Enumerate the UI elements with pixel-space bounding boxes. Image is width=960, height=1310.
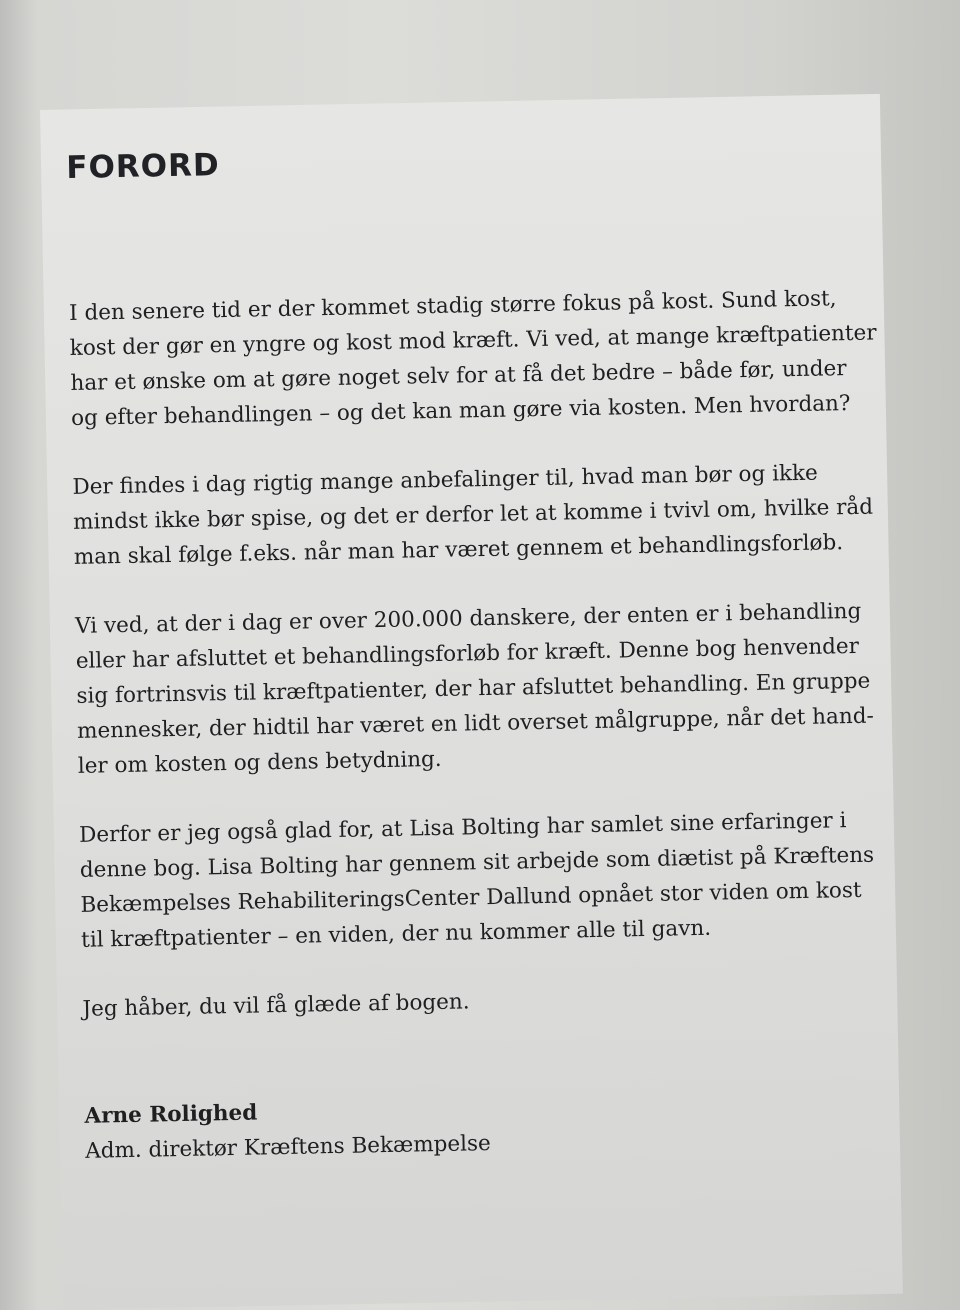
signature-role: Adm. direktør Kræftens Bekæmpelse xyxy=(84,1131,491,1164)
signature-name: Arne Rolighed xyxy=(84,1100,258,1129)
text-line: mindst ikke bør spise, og det er derfor let at komme i tvivl om, hvilke råd xyxy=(72,494,874,535)
text-line: til kræftpatienter – en viden, der nu kommer alle til gavn. xyxy=(80,915,712,953)
text-line: Der findes i dag rigtig mange anbefalinger til, hvad man bør og ikke xyxy=(72,460,818,500)
paragraph xyxy=(72,454,904,575)
text-line: denne bog. Lisa Bolting har gennem sit arbejde som diætist på Kræftens xyxy=(79,842,875,883)
text-line: ler om kosten og dens betydning. xyxy=(77,746,442,779)
text-line: kost der gør en yngre og kost mod kræft. Vi ved, at mange kræftpatienter xyxy=(69,320,877,361)
page-title: FORORD xyxy=(66,147,221,186)
paragraph xyxy=(69,280,902,436)
text-line: mennesker, der hidtil har været en lidt overset målgruppe, når det hand- xyxy=(76,703,874,744)
page-content xyxy=(66,134,915,1169)
text-line: har et ønske om at gøre noget selv for at få det bedre – både før, under xyxy=(70,356,847,396)
body-text xyxy=(69,280,913,1027)
text-line: Bekæmpelses RehabiliteringsCenter Dallund opnået stor viden om kost xyxy=(80,877,862,918)
paragraph xyxy=(82,976,913,1027)
text-line: og efter behandlingen – og det kan man gøre via kosten. Men hvordan? xyxy=(70,390,851,431)
text-line: Jeg håber, du vil få glæde af bogen. xyxy=(82,989,470,1022)
paragraph xyxy=(79,802,912,958)
text-line: Vi ved, at der i dag er over 200.000 danskere, der enten er i behandling xyxy=(74,598,862,639)
text-line: sig fortrinsvis til kræftpatienter, der har afsluttet behandling. En gruppe xyxy=(76,668,871,709)
text-line: man skal følge f.eks. når man har været gennem et behandlingsforløb. xyxy=(73,530,844,570)
text-line: Derfor er jeg også glad for, at Lisa Bolting har samlet sine erfaringer i xyxy=(78,808,847,848)
paragraph xyxy=(75,593,908,784)
text-line: I den senere tid er der kommet stadig større fokus på kost. Sund kost, xyxy=(68,286,837,326)
text-line: eller har afsluttet et behandlingsforløb for kræft. Denne bog henvender xyxy=(75,633,860,674)
